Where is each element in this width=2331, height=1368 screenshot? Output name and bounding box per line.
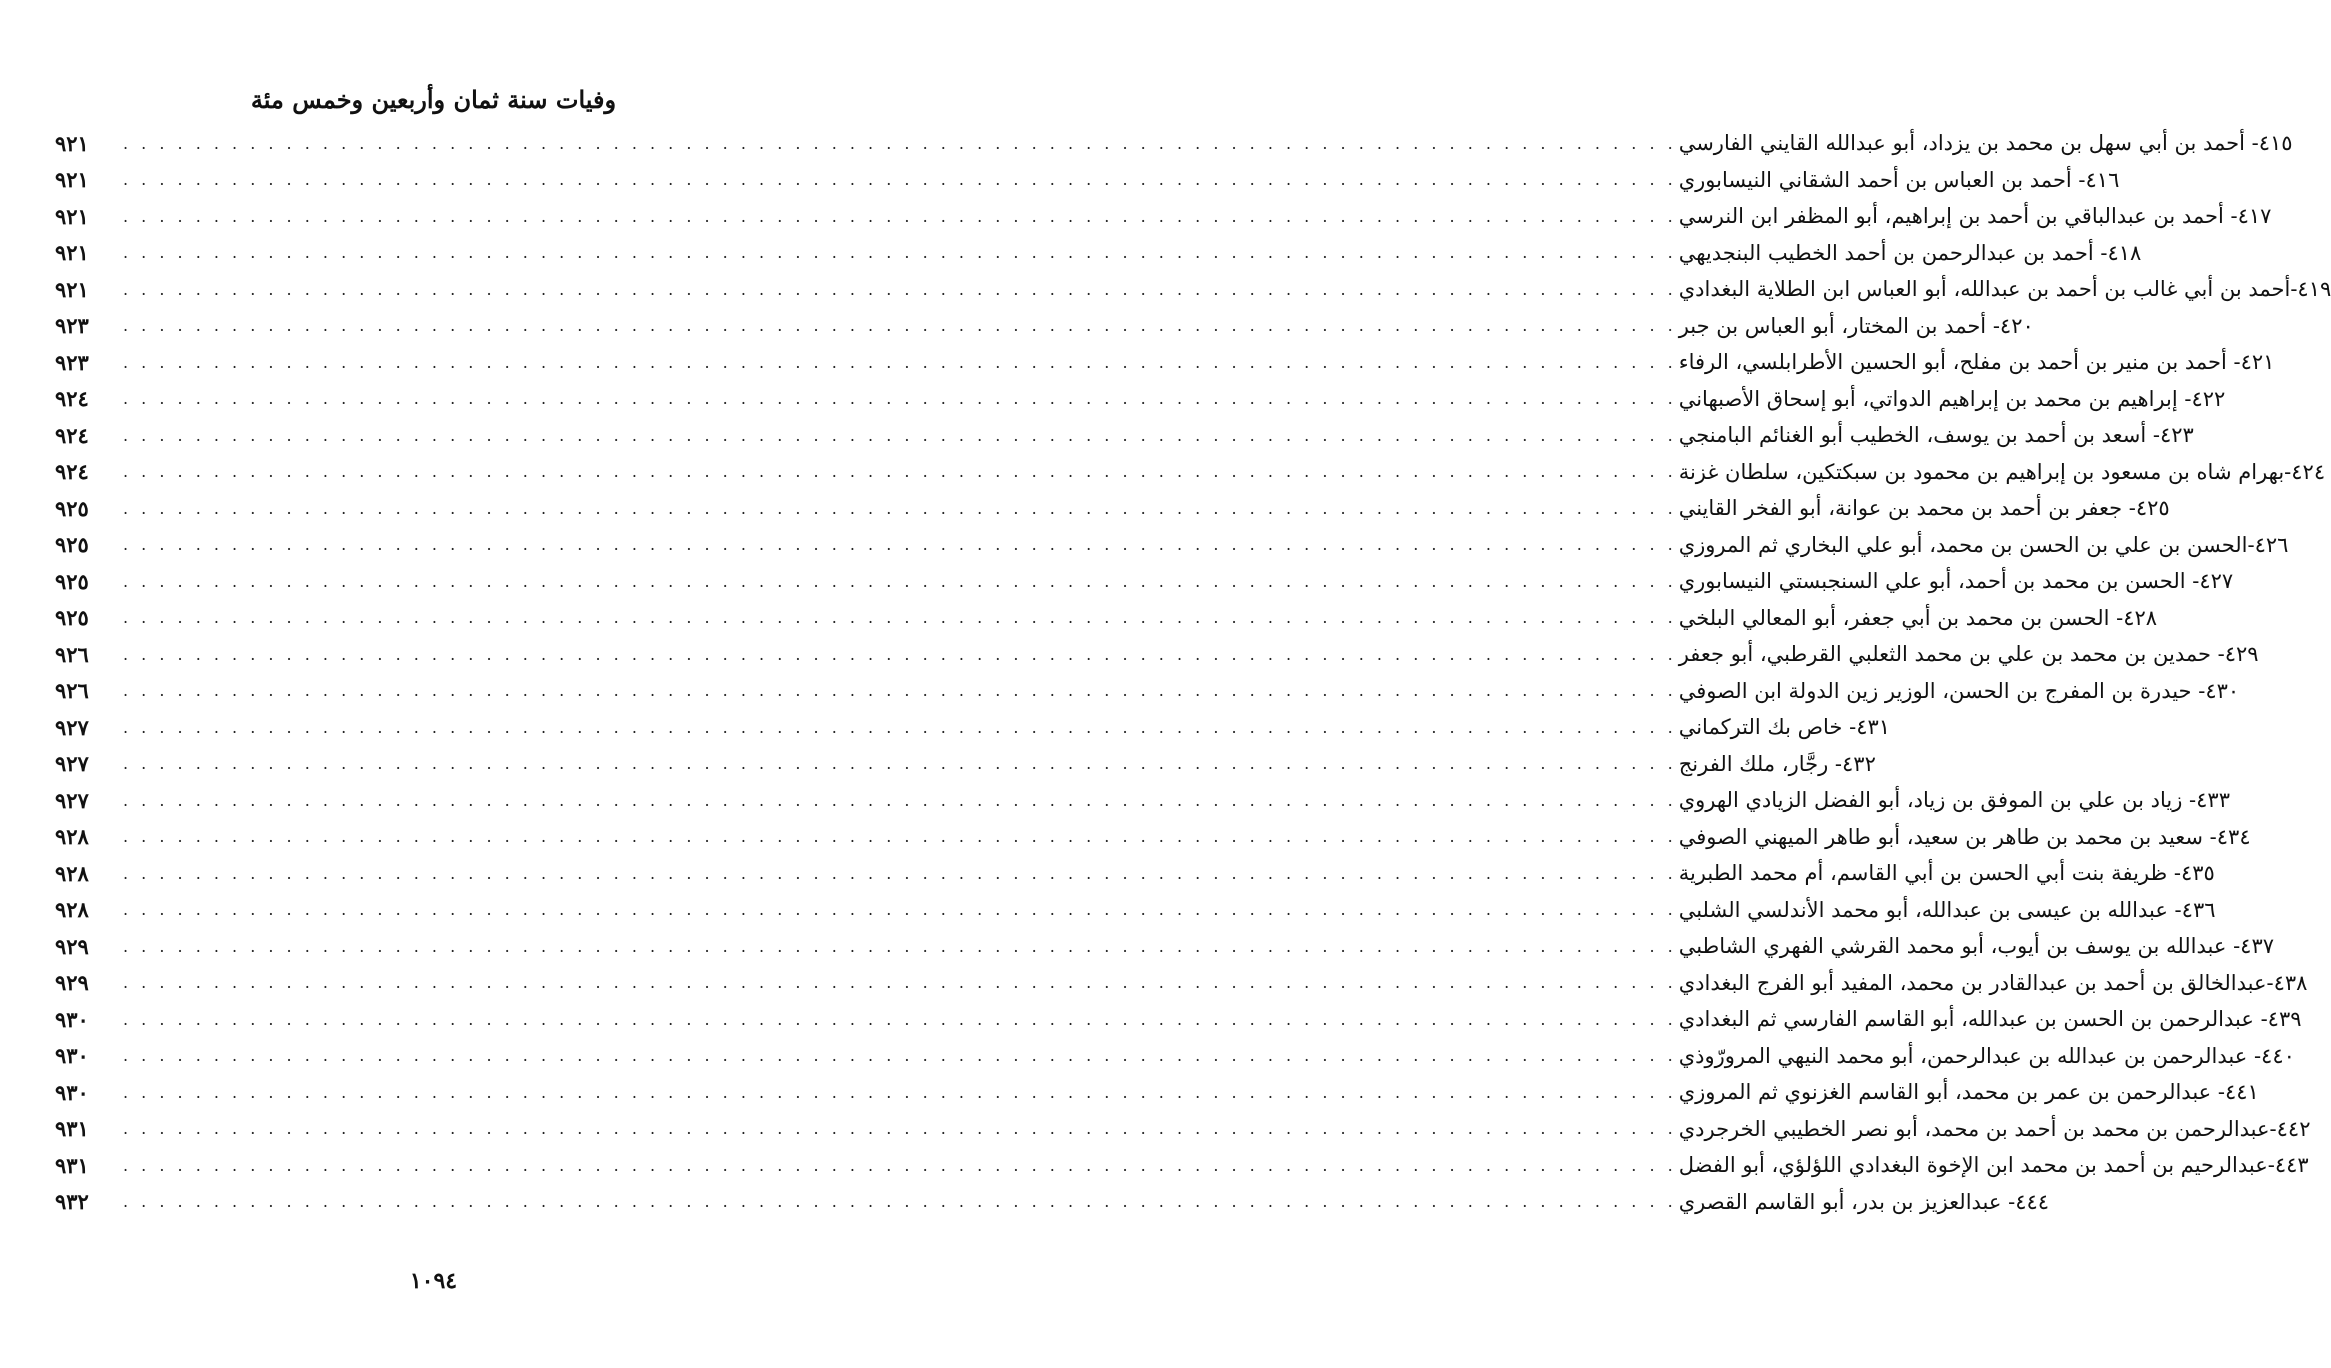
toc-entry <box>55 1038 2295 1075</box>
toc-entry-title: ٤١٧- أحمد بن عبدالباقي بن أحمد بن إبراهيم، أبو المظفر ابن النرسي <box>1678 204 2272 229</box>
dot-leader <box>121 937 1679 956</box>
dot-leader <box>121 316 1679 335</box>
toc-entry-title: ٤٣٠- حيدرة بن المفرج بن الحسن، الوزير زين الدولة ابن الصوفي <box>1678 678 2240 703</box>
toc-entry-page: ٩٢٤ <box>55 459 89 485</box>
toc-entry-page: ٩٣٠ <box>55 1043 89 1069</box>
dot-leader <box>121 1010 1679 1029</box>
toc-entry-title: ٤٤٣-عبدالرحيم بن أحمد بن محمد ابن الإخوة البغدادي اللؤلؤي، أبو الفضل <box>1678 1153 2309 1178</box>
toc-entry-page: ٩٢١ <box>55 167 89 193</box>
toc-entry-title: ٤٢٤-بهرام شاه بن مسعود بن إبراهيم بن محمود بن سبكتكين، سلطان غزنة <box>1678 459 2326 484</box>
page-number: ١٠٩٤ <box>409 1268 458 1294</box>
toc-entry-page: ٩٣٢ <box>55 1189 89 1215</box>
toc-entry-title: ٤١٩-أحمد بن أبي غالب بن أحمد بن عبدالله، أبو العباس ابن الطلاية البغدادي <box>1678 277 2331 302</box>
toc-entry <box>55 417 2194 454</box>
toc-entry-title: ٤٣١- خاص بك التركماني <box>1678 715 1891 740</box>
toc-entry-title: ٤٣٦- عبدالله بن عيسى بن عبدالله، أبو محمد الأندلسي الشلبي <box>1678 897 2216 922</box>
dot-leader <box>121 1083 1679 1102</box>
toc-entry <box>55 855 2215 892</box>
table-of-contents <box>55 125 2331 1220</box>
toc-entry-title: ٤٣٢- رجَّار، ملك الفرنج <box>1678 751 1876 776</box>
toc-entry-title: ٤٢١- أحمد بن منير بن أحمد بن مفلح، أبو الحسين الأطرابلسي، الرفاء <box>1678 350 2275 375</box>
dot-leader <box>121 1046 1679 1065</box>
toc-entry <box>55 1184 2050 1221</box>
toc-entry <box>55 235 2142 272</box>
toc-entry <box>55 1111 2311 1148</box>
toc-entry-title: ٤٢٥- جعفر بن أحمد بن محمد بن عوانة، أبو الفخر القايني <box>1678 496 2170 521</box>
toc-entry-page: ٩٢٤ <box>55 386 89 412</box>
toc-entry <box>55 527 2289 564</box>
toc-entry-title: ٤٢٢- إبراهيم بن محمد بن إبراهيم الدواتي، أبو إسحاق الأصبهاني <box>1678 386 2226 411</box>
dot-leader <box>121 645 1679 664</box>
toc-entry-page: ٩٢١ <box>55 203 89 229</box>
dot-leader <box>121 243 1679 262</box>
toc-entry-title: ٤١٦- أحمد بن العباس بن أحمد الشقاني النيسابوري <box>1678 167 2120 192</box>
dot-leader <box>121 353 1679 372</box>
toc-entry-page: ٩٢٧ <box>55 787 89 813</box>
dot-leader <box>121 170 1679 189</box>
toc-entry-page: ٩٢٣ <box>55 349 89 375</box>
dot-leader <box>121 791 1679 810</box>
toc-entry-page: ٩٢١ <box>55 130 89 156</box>
toc-entry-title: ٤٣٨-عبدالخالق بن أحمد بن عبدالقادر بن محمد، المفيد أبو الفرج البغدادي <box>1678 970 2308 995</box>
toc-entry-page: ٩٢٧ <box>55 714 89 740</box>
toc-entry <box>55 673 2240 710</box>
toc-entry-page: ٩٢٤ <box>55 422 89 448</box>
dot-leader <box>121 754 1679 773</box>
toc-entry-page: ٩٢٩ <box>55 970 89 996</box>
toc-entry-page: ٩٢٥ <box>55 568 89 594</box>
toc-entry-title: ٤٢٩- حمدين بن محمد بن علي بن محمد الثعلبي القرطبي، أبو جعفر <box>1678 642 2259 667</box>
page-title: وفيات سنة ثمان وأربعين وخمس مئة <box>250 85 617 114</box>
dot-leader <box>121 1156 1679 1175</box>
dot-leader <box>121 389 1679 408</box>
dot-leader <box>121 426 1679 445</box>
toc-entry <box>55 636 2259 673</box>
toc-entry-page: ٩٣٠ <box>55 1006 89 1032</box>
dot-leader <box>121 134 1679 153</box>
toc-entry-page: ٩٣١ <box>55 1116 89 1142</box>
dot-leader <box>121 718 1679 737</box>
toc-entry-title: ٤٣٥- ظريفة بنت أبي الحسن بن أبي القاسم، أم محمد الطبرية <box>1678 861 2215 886</box>
toc-entry-title: ٤٢٨- الحسن بن محمد بن أبي جعفر، أبو المعالي البلخي <box>1678 605 2158 630</box>
toc-entry-title: ٤٣٣- زياد بن علي بن الموفق بن زياد، أبو الفضل الزيادي الهروي <box>1678 788 2230 813</box>
dot-leader <box>121 900 1679 919</box>
dot-leader <box>121 608 1679 627</box>
toc-entry <box>55 819 2251 856</box>
toc-entry-title: ٤٣٧- عبدالله بن يوسف بن أيوب، أبو محمد القرشي الفهري الشاطبي <box>1678 934 2275 959</box>
toc-entry-page: ٩٢٩ <box>55 933 89 959</box>
toc-entry-title: ٤٢٧- الحسن بن محمد بن أحمد، أبو علي السنجبستي النيسابوري <box>1678 569 2234 594</box>
toc-entry <box>55 782 2230 819</box>
toc-entry <box>55 600 2158 637</box>
dot-leader <box>121 280 1679 299</box>
toc-entry-page: ٩٢٨ <box>55 824 89 850</box>
toc-entry <box>55 308 2034 345</box>
toc-entry <box>55 892 2216 929</box>
toc-entry <box>55 746 1876 783</box>
toc-entry-title: ٤٣٩- عبدالرحمن بن الحسن بن عبدالله، أبو القاسم الفارسي ثم البغدادي <box>1678 1007 2302 1032</box>
toc-entry-title: ٤٢٠- أحمد بن المختار، أبو العباس بن جبر <box>1678 313 2034 338</box>
toc-entry <box>55 490 2170 527</box>
dot-leader <box>121 681 1679 700</box>
toc-entry-page: ٩٢٨ <box>55 897 89 923</box>
toc-entry-title: ٤٣٤- سعيد بن محمد بن طاهر بن سعيد، أبو طاهر الميهني الصوفي <box>1678 824 2251 849</box>
toc-entry-title: ٤٤٠- عبدالرحمن بن عبدالله بن عبدالرحمن، أبو محمد النيهي المرورّوذي <box>1678 1043 2295 1068</box>
toc-entry-page: ٩٢٥ <box>55 532 89 558</box>
toc-entry <box>55 271 2331 308</box>
dot-leader <box>121 572 1679 591</box>
toc-entry-title: ٤٢٦-الحسن بن علي بن الحسن بن محمد، أبو علي البخاري ثم المروزي <box>1678 532 2289 557</box>
toc-entry-title: ٤٤١- عبدالرحمن بن عمر بن محمد، أبو القاسم الغزنوي ثم المروزي <box>1678 1080 2259 1105</box>
toc-entry-title: ٤٤٢-عبدالرحمن بن محمد بن أحمد بن محمد، أبو نصر الخطيبي الخرجردي <box>1678 1116 2311 1141</box>
dot-leader <box>121 1119 1679 1138</box>
toc-entry-page: ٩٢٧ <box>55 751 89 777</box>
toc-entry-title: ٤٢٣- أسعد بن أحمد بن يوسف، الخطيب أبو الغنائم البامنجي <box>1678 423 2194 448</box>
dot-leader <box>121 864 1679 883</box>
toc-entry-page: ٩٣٠ <box>55 1079 89 1105</box>
toc-entry <box>55 965 2308 1002</box>
toc-entry <box>55 198 2272 235</box>
toc-entry-page: ٩٢٥ <box>55 495 89 521</box>
toc-entry-page: ٩٢١ <box>55 276 89 302</box>
dot-leader <box>121 207 1679 226</box>
dot-leader <box>121 499 1679 518</box>
toc-entry-page: ٩٢٨ <box>55 860 89 886</box>
dot-leader <box>121 1192 1679 1211</box>
toc-entry-title: ٤٤٤- عبدالعزيز بن بدر، أبو القاسم القصري <box>1678 1189 2050 1214</box>
toc-entry <box>55 1074 2259 1111</box>
toc-entry <box>55 381 2226 418</box>
toc-entry-page: ٩٣١ <box>55 1152 89 1178</box>
toc-entry-page: ٩٢٦ <box>55 678 89 704</box>
toc-entry-page: ٩٢١ <box>55 240 89 266</box>
dot-leader <box>121 827 1679 846</box>
toc-entry <box>55 1001 2302 1038</box>
dot-leader <box>121 973 1679 992</box>
toc-entry-page: ٩٢٥ <box>55 605 89 631</box>
toc-entry-title: ٤١٨- أحمد بن عبدالرحمن بن أحمد الخطيب البنجديهي <box>1678 240 2142 265</box>
toc-entry <box>55 125 2293 162</box>
toc-entry <box>55 454 2326 491</box>
dot-leader <box>121 462 1679 481</box>
toc-entry <box>55 709 1891 746</box>
toc-entry <box>55 1147 2309 1184</box>
toc-entry-page: ٩٢٦ <box>55 641 89 667</box>
toc-entry <box>55 344 2275 381</box>
toc-entry-title: ٤١٥- أحمد بن أبي سهل بن محمد بن يزداد، أبو عبدالله القايني الفارسي <box>1678 131 2293 156</box>
toc-entry <box>55 928 2275 965</box>
toc-entry-page: ٩٢٣ <box>55 313 89 339</box>
dot-leader <box>121 535 1679 554</box>
toc-entry <box>55 563 2234 600</box>
toc-entry <box>55 162 2120 199</box>
